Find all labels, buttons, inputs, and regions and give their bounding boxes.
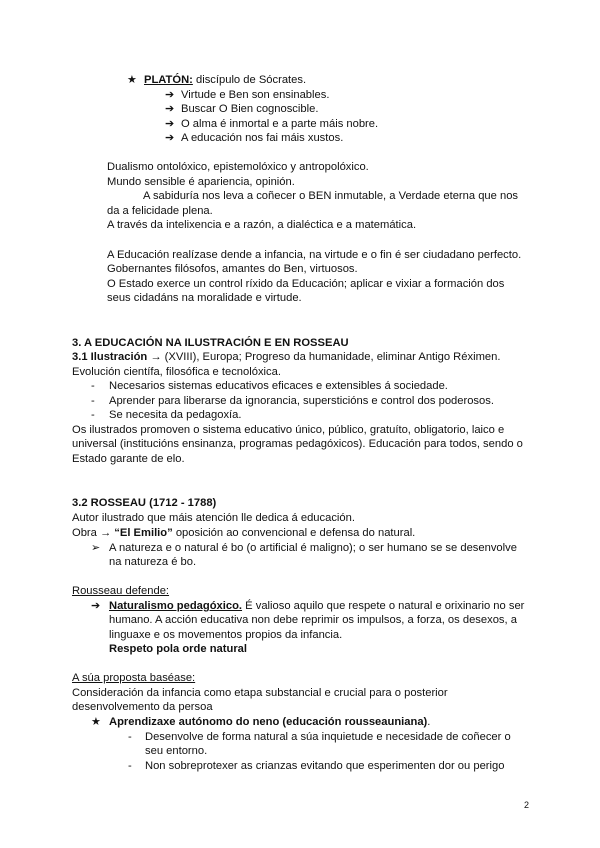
paragraph-line: Evolución científa, filosófica e tecnolóxica. xyxy=(72,366,281,378)
star-bullet-icon: ★ xyxy=(127,74,138,86)
list-item: Se necesita da pedagoxía. xyxy=(109,409,242,421)
obra-prefix: Obra → xyxy=(72,527,115,539)
platon-desc: discípulo de Sócrates. xyxy=(196,74,307,86)
paragraph-line: seus cidadáns na moralidade e virtude. xyxy=(107,292,302,304)
list-item: A natureza e o natural é bo (o artificial é maligno); o ser humano se se desenvolve xyxy=(109,542,517,554)
arrow-icon: ➔ xyxy=(165,118,175,130)
dash-bullet: - xyxy=(128,760,132,772)
paragraph-line: A sabiduría nos leva a coñecer o BEN inmutable, a Verdade eterna que nos xyxy=(143,190,519,202)
list-item: Aprender para liberarse da ignorancia, supersticións e control dos poderosos. xyxy=(109,395,494,407)
ilustracion-line xyxy=(72,350,500,364)
list-item: Desenvolve de forma natural a súa inquietude e necesidade de coñecer o xyxy=(145,731,511,743)
page-number: 2 xyxy=(523,800,529,810)
platon-item: Buscar O Bien cognoscible. xyxy=(181,103,319,115)
arrow-icon: ➔ xyxy=(91,600,101,612)
arrow-icon: ➔ xyxy=(165,132,175,144)
paragraph-line: Mundo sensible é apariencia, opinión. xyxy=(107,176,295,188)
list-item: na natureza é bo. xyxy=(109,556,197,568)
paragraph-line: Estado garante de elo. xyxy=(72,453,185,465)
dash-bullet: - xyxy=(91,395,95,407)
dash-bullet: - xyxy=(128,731,132,743)
underlined-label: A súa proposta baséase: xyxy=(72,672,196,684)
platon-line xyxy=(144,73,306,87)
underlined-label: Rousseau defende: xyxy=(72,585,170,597)
book-title: “El Emilio” xyxy=(114,527,173,539)
paragraph-line: Consideración da infancia como etapa substancial e crucial para o posterior xyxy=(72,687,448,699)
list-item: Non sobreprotexer as crianzas evitando que esperimenten dor ou perigo xyxy=(145,760,505,772)
star-bullet-icon: ★ xyxy=(91,716,102,728)
aprendizaxe-label: Aprendizaxe autónomo do neno (educación rousseauniana) xyxy=(109,716,428,728)
paragraph-line: desenvolvemento da persoa xyxy=(72,701,213,713)
obra-line xyxy=(72,526,415,540)
paragraph-line: Dualismo ontolóxico, epistemolóxico y antropolóxico. xyxy=(107,161,369,173)
arrow-icon: ➔ xyxy=(165,103,175,115)
paragraph-line: Gobernantes filósofos, amantes do Ben, virtuosos. xyxy=(107,263,358,275)
arrow-icon: ➔ xyxy=(165,89,175,101)
paragraph-line: linguaxe e os movementos propios da infancia. xyxy=(109,629,343,641)
dash-bullet: - xyxy=(91,409,95,421)
subheading: 3.1 Ilustración xyxy=(72,351,148,363)
dash-bullet: - xyxy=(91,380,95,392)
paragraph-line: A Educación realízase dende a infancia, na virtude e o fin é ser ciudadano perfecto. xyxy=(107,249,522,261)
section-heading: 3. A EDUCACIÓN NA ILUSTRACIÓN E EN ROSSEAU xyxy=(72,337,349,349)
arrowhead-bullet-icon: ➢ xyxy=(91,542,101,554)
platon-item: O alma é inmortal e a parte máis nobre. xyxy=(181,118,379,130)
subheading-rest: → (XVIII), Europa; Progreso da humanidade, eliminar Antigo Réximen. xyxy=(147,351,501,363)
paragraph-line: O Estado exerce un control ríxido da Educación; aplicar e vixiar a formación dos xyxy=(107,278,505,290)
paragraph-line: humano. A acción educativa non debe reprimir os impulsos, a forza, os desexos, a xyxy=(109,614,517,626)
platon-item: Virtude e Ben son ensinables. xyxy=(181,89,330,101)
paragraph-line: Autor ilustrado que máis atención lle dedica á educación. xyxy=(72,512,355,524)
paragraph-line: universal (institucións ensinanza, programas pedagóxicos). Educación para todos, sendo o xyxy=(72,438,523,450)
naturalismo-line xyxy=(109,599,524,613)
naturalismo-rest: É valioso aquilo que respete o natural e orixinario no ser xyxy=(242,600,525,612)
aprendizaxe-dot: . xyxy=(427,716,431,728)
paragraph-line: da a felicidade plena. xyxy=(107,205,213,217)
platon-name: PLATÓN: xyxy=(144,74,193,86)
subsection-heading: 3.2 ROSSEAU (1712 - 1788) xyxy=(72,497,217,509)
aprendizaxe-line xyxy=(109,715,430,729)
list-item: Necesarios sistemas educativos eficaces e extensibles á sociedade. xyxy=(109,380,448,392)
emphasis-line: Respeto pola orde natural xyxy=(109,643,248,655)
naturalismo-label: Naturalismo pedagóxico. xyxy=(109,600,243,612)
platon-item: A educación nos fai máis xustos. xyxy=(181,132,344,144)
paragraph-line: Os ilustrados promoven o sistema educativo único, público, gratuíto, obligatorio, laico e xyxy=(72,424,505,436)
obra-rest: oposición ao convencional e defensa do natural. xyxy=(172,527,416,539)
list-item: seu entorno. xyxy=(145,745,208,757)
paragraph-line: A través da intelixencia e a razón, a dialéctica e a matemática. xyxy=(107,219,417,231)
